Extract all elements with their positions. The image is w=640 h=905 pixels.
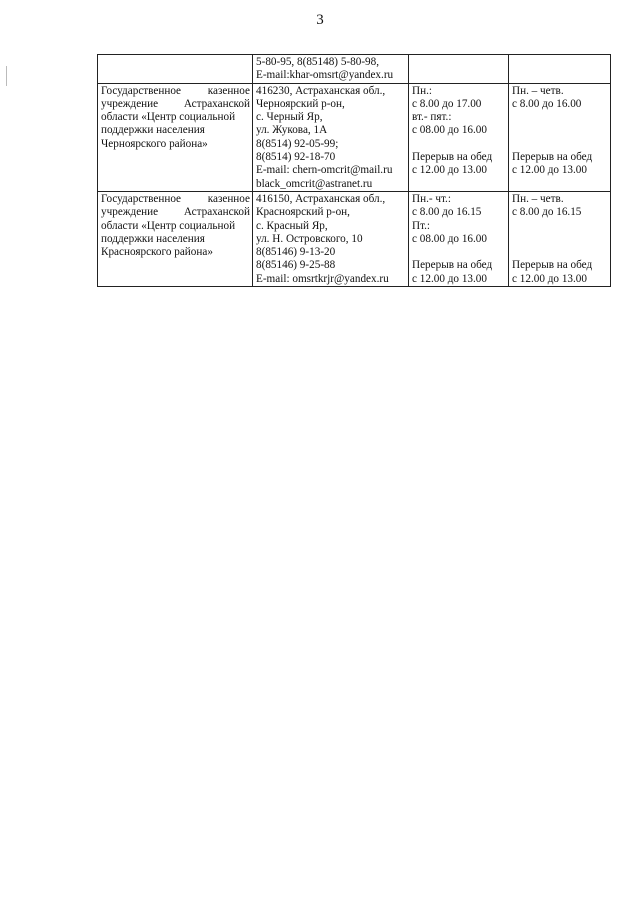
lunch-break-label: Перерыв на обед — [512, 259, 593, 272]
hours-line: Пн. – четв. — [512, 84, 564, 97]
table-row — [98, 55, 611, 84]
contacts-cell — [253, 55, 409, 84]
org-cell — [98, 55, 253, 84]
address-line: с. Черный Яр, — [256, 111, 323, 124]
lunch-break-time: с 12.00 до 13.00 — [512, 164, 587, 177]
org-name-line: поддержки населения — [101, 232, 205, 245]
org-name-line: Государственное казенное — [101, 192, 250, 205]
hours-line: с 08.00 до 16.00 — [412, 232, 487, 245]
hours-line: Пн. – четв. — [512, 192, 564, 205]
org-name-line: Государственное казенное — [101, 84, 250, 97]
org-name-line: учреждение Астраханской — [101, 206, 250, 219]
hours-cell — [409, 55, 509, 84]
address-line: ул. Жукова, 1А — [256, 124, 328, 137]
lunch-break-time: с 12.00 до 13.00 — [412, 272, 487, 285]
address-line: 416230, Астраханская обл., — [256, 84, 386, 97]
contacts-cell — [253, 191, 409, 286]
hours-cell — [409, 83, 509, 191]
phone-line: 8(8514) 92-05-99; — [256, 137, 339, 150]
hours-line: вт.- пят.: — [412, 111, 452, 124]
contact-email: E-mail:khar-omsrt@yandex.ru — [256, 69, 394, 82]
contact-line: 5-80-95, 8(85148) 5-80-98, — [256, 56, 380, 68]
email-line: E-mail: omsrtkrjr@yandex.ru — [256, 272, 389, 285]
hours-line: Пт.: — [412, 219, 431, 232]
lunch-break-label: Перерыв на обед — [412, 259, 493, 272]
hours-cell — [509, 55, 611, 84]
address-line: с. Красный Яр, — [256, 219, 328, 232]
hours-line: с 8.00 до 16.15 — [412, 206, 482, 219]
org-cell — [98, 83, 253, 191]
address-line: Красноярский р-он, — [256, 206, 350, 219]
org-name-line: Черноярского района» — [101, 137, 208, 150]
hours-cell — [409, 191, 509, 286]
hours-line: с 8.00 до 17.00 — [412, 97, 482, 110]
contacts-cell — [253, 83, 409, 191]
org-name-line: области «Центр социальной — [101, 219, 236, 232]
org-name-line: Красноярского района» — [101, 246, 213, 259]
hours-line: с 08.00 до 16.00 — [412, 124, 487, 137]
lunch-break-label: Перерыв на обед — [412, 151, 493, 164]
phone-line: 8(8514) 92-18-70 — [256, 151, 336, 164]
hours-cell — [509, 83, 611, 191]
email-line: E-mail: chern-omcrit@mail.ru — [256, 164, 393, 177]
page-number: 3 — [316, 12, 324, 28]
margin-mark — [6, 66, 7, 86]
email-line: black_omcrit@astranet.ru — [256, 177, 373, 190]
hours-line: Пн.: — [412, 84, 432, 97]
hours-line: Пн.- чт.: — [412, 192, 451, 205]
org-name-line: учреждение Астраханской — [101, 97, 250, 110]
lunch-break-time: с 12.00 до 13.00 — [412, 164, 487, 177]
phone-line: 8(85146) 9-25-88 — [256, 259, 336, 272]
hours-cell — [509, 191, 611, 286]
institutions-table — [97, 54, 611, 287]
lunch-break-time: с 12.00 до 13.00 — [512, 272, 587, 285]
org-cell — [98, 191, 253, 286]
table-row — [98, 191, 611, 286]
phone-line: 8(85146) 9-13-20 — [256, 246, 336, 259]
table-row — [98, 83, 611, 191]
address-line: 416150, Астраханская обл., — [256, 192, 386, 205]
address-line: ул. Н. Островского, 10 — [256, 232, 363, 245]
hours-line: с 8.00 до 16.15 — [512, 206, 582, 219]
org-name-line: области «Центр социальной — [101, 111, 236, 124]
address-line: Черноярский р-он, — [256, 97, 345, 110]
hours-line: с 8.00 до 16.00 — [512, 97, 582, 110]
org-name-line: поддержки населения — [101, 124, 205, 137]
lunch-break-label: Перерыв на обед — [512, 151, 593, 164]
